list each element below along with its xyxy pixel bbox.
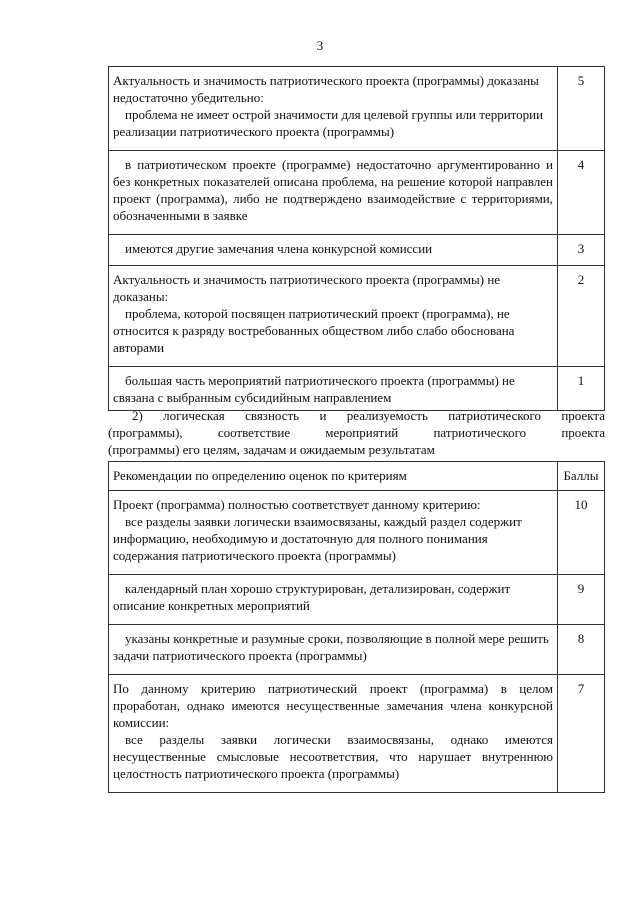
criterion-line: (программы), соответствие мероприятий патриотического проекта bbox=[108, 425, 605, 440]
recommendation-text: все разделы заявки логически взаимосвязаны, однако имеются несущественные смысловые несоответствия, что нарушает внутреннюю целостность патриотического проекта (программы) bbox=[113, 732, 553, 781]
score-cell: 2 bbox=[558, 266, 605, 367]
score-cell: 4 bbox=[558, 151, 605, 235]
table-row bbox=[109, 235, 605, 266]
header-points: Баллы bbox=[558, 462, 605, 491]
recommendation-cell bbox=[109, 151, 558, 235]
score-cell: 1 bbox=[558, 367, 605, 411]
score-cell: 3 bbox=[558, 235, 605, 266]
recommendation-text: Актуальность и значимость патриотического проекта (программы) доказаны недостаточно убедительно: bbox=[113, 73, 539, 105]
header-recommendations: Рекомендации по определению оценок по критериям bbox=[109, 462, 558, 491]
score-cell: 5 bbox=[558, 67, 605, 151]
recommendation-cell bbox=[109, 625, 558, 675]
recommendation-text: Актуальность и значимость патриотического проекта (программы) не доказаны: bbox=[113, 272, 501, 304]
recommendation-cell bbox=[109, 67, 558, 151]
table-row bbox=[109, 367, 605, 411]
table-row bbox=[109, 675, 605, 793]
score-cell: 10 bbox=[558, 491, 605, 575]
recommendation-text: имеются другие замечания члена конкурсной комиссии bbox=[125, 241, 433, 256]
recommendation-text: все разделы заявки логически взаимосвязаны, каждый раздел содержит информацию, необходимую и достаточную для полного понимания содержания патриотического проекта (программы) bbox=[113, 514, 522, 563]
score-cell: 8 bbox=[558, 625, 605, 675]
recommendation-cell bbox=[109, 491, 558, 575]
recommendation-text: проблема не имеет острой значимости для целевой группы или территории реализации патриотического проекта (программы) bbox=[113, 107, 544, 139]
recommendation-text: указаны конкретные и разумные сроки, позволяющие в полной мере решить задачи патриотического проекта (программы) bbox=[113, 631, 549, 663]
criterion-line: (программы) его целям, задачам и ожидаемым результатам bbox=[108, 442, 435, 457]
table-row bbox=[109, 151, 605, 235]
recommendation-text: Проект (программа) полностью соответствует данному критерию: bbox=[113, 497, 481, 512]
table-row bbox=[109, 625, 605, 675]
recommendation-cell bbox=[109, 675, 558, 793]
table-row bbox=[109, 491, 605, 575]
scoring-table-1 bbox=[108, 66, 605, 411]
recommendation-text: календарный план хорошо структурирован, детализирован, содержит описание конкретных мероприятий bbox=[113, 581, 511, 613]
recommendation-text: в патриотическом проекте (программе) недостаточно аргументированно и без конкретных показателей описана проблема, на решение которой направлен проект (программа), либо не подтверждено взаимодействие с территориями, обозначенными в заявке bbox=[113, 157, 553, 223]
table-header-row bbox=[109, 462, 605, 491]
scoring-table-2 bbox=[108, 461, 605, 793]
recommendation-text: большая часть мероприятий патриотического проекта (программы) не связана с выбранным субсидийным направлением bbox=[113, 373, 515, 405]
table-row bbox=[109, 67, 605, 151]
recommendation-cell bbox=[109, 367, 558, 411]
criterion-line: 2) логическая связность и реализуемость патриотического проекта bbox=[132, 408, 605, 423]
recommendation-text: По данному критерию патриотический проект (программа) в целом проработан, однако имеются несущественные замечания члена конкурсной комиссии: bbox=[113, 681, 553, 730]
criterion-heading bbox=[108, 407, 605, 458]
table-row bbox=[109, 575, 605, 625]
score-cell: 9 bbox=[558, 575, 605, 625]
recommendation-cell bbox=[109, 235, 558, 266]
recommendation-cell bbox=[109, 266, 558, 367]
recommendation-text: проблема, которой посвящен патриотический проект (программа), не относится к разряду востребованных обществом либо слабо обоснована авторами bbox=[113, 306, 515, 355]
page-number: 3 bbox=[316, 38, 324, 53]
recommendation-cell bbox=[109, 575, 558, 625]
table-row bbox=[109, 266, 605, 367]
score-cell: 7 bbox=[558, 675, 605, 793]
